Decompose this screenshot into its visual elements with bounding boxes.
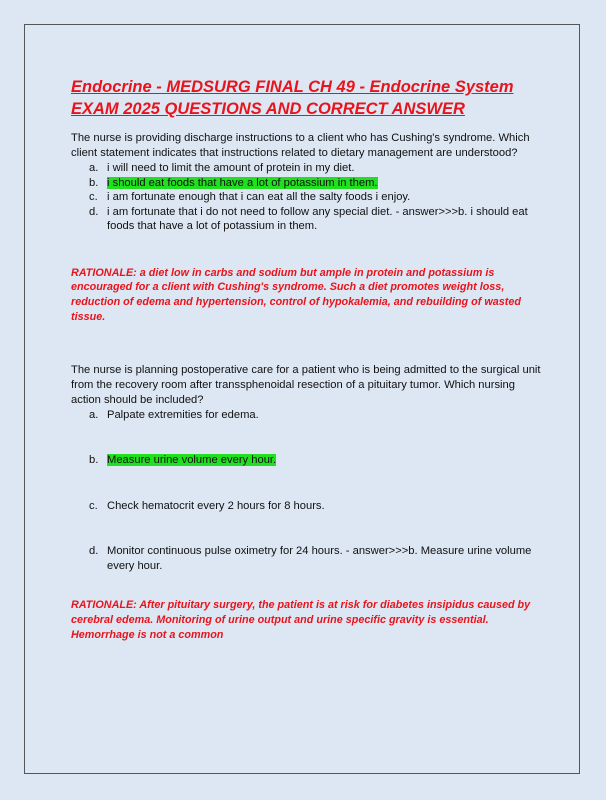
option-letter: d. <box>89 205 99 218</box>
question-2-stem: The nurse is planning postoperative care for a patient who is being admitted to the surgical unit from the recovery room after transsphenoidal resection of a pituitary tumor. Which nursing action should be included? <box>71 363 541 406</box>
question-1-stem: The nurse is providing discharge instructions to a client who has Cushing's syndrome. Which client statement indicates that instructions related to dietary management are understood? <box>71 132 530 159</box>
question-2-option-b <box>89 453 541 468</box>
question-2-option-d <box>89 544 541 573</box>
option-letter: c. <box>89 499 98 512</box>
option-text: Monitor continuous pulse oximetry for 24 hours. - answer>>>b. Measure urine volume every hour. <box>107 545 532 572</box>
option-text: i will need to limit the amount of protein in my diet. <box>107 162 355 174</box>
option-text-highlighted: i should eat foods that have a lot of potassium in them. <box>107 176 378 189</box>
question-1-option-c <box>89 190 541 205</box>
question-1-options <box>71 161 541 234</box>
document-body <box>71 76 541 643</box>
question-1-rationale: RATIONALE: a diet low in carbs and sodium but ample in protein and potassium is encouraged for a client with Cushing's syndrome. Such a diet promotes weight loss, reduction of edema and hypertension, control of hypokalemia, and rebuilding of wasted tissue. <box>71 266 521 323</box>
option-letter: d. <box>89 545 99 558</box>
option-letter: b. <box>89 176 99 189</box>
question-2-option-a <box>89 408 541 423</box>
option-text: i am fortunate that i do not need to follow any special diet. - answer>>>b. i should eat foods that have a lot of potassium in them. <box>107 205 528 232</box>
option-text: Check hematocrit every 2 hours for 8 hours. <box>107 499 325 512</box>
question-2-rationale: RATIONALE: After pituitary surgery, the patient is at risk for diabetes insipidus caused by cerebral edema. Monitoring of urine output and urine specific gravity is essential. Hemorrhage is not a common <box>71 599 531 641</box>
question-1-option-a <box>89 161 541 176</box>
option-letter: a. <box>89 408 99 421</box>
question-2-options <box>71 408 541 574</box>
option-letter: b. <box>89 454 99 467</box>
question-1-option-b <box>89 176 541 191</box>
option-text-highlighted: Measure urine volume every hour. <box>107 454 277 467</box>
option-letter: a. <box>89 162 99 174</box>
document-title: Endocrine - MEDSURG FINAL CH 49 - Endocrine System EXAM 2025 QUESTIONS AND CORRECT ANSWER <box>71 78 514 118</box>
option-text: Palpate extremities for edema. <box>107 408 259 421</box>
option-text: i am fortunate enough that i can eat all the salty foods i enjoy. <box>107 191 411 203</box>
option-letter: c. <box>89 191 98 203</box>
question-1-option-d <box>89 205 541 234</box>
question-2-option-c <box>89 499 541 514</box>
